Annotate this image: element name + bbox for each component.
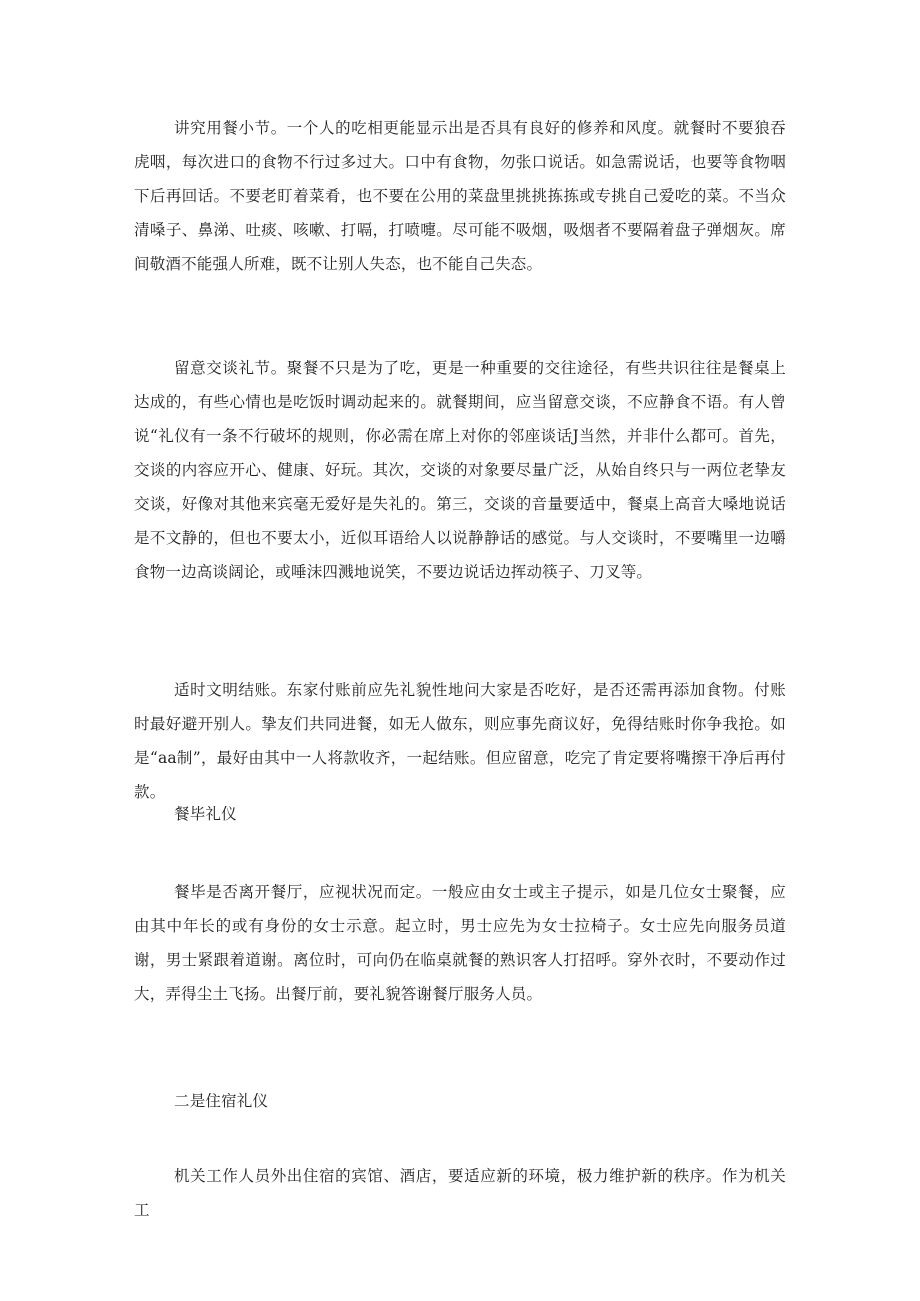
paragraph-checkout-etiquette: 适时文明结账。东家付账前应先礼貌性地问大家是否吃好，是否还需再添加食物。付账时最好避开别人。挚友们共同进餐，如无人做东，则应事先商议好，免得结账时你争我抢。如是“aa制”，最好由其中一人将款收齐，一起结账。但应留意，吃完了肯定要将嘴擦干净后再付款。	[134, 681, 786, 801]
heading-lodging-etiquette: 二是住宿礼仪	[174, 1092, 269, 1110]
paragraph-lodging: 机关工作人员外出住宿的宾馆、酒店，要适应新的环境，极力维护新的秩序。作为机关工	[134, 1167, 786, 1219]
paragraph-after-meal: 餐毕是否离开餐厅，应视状况而定。一般应由女士或主子提示，如是几位女士聚餐，应由其中年长的或有身份的女士示意。起立时，男士应先为女士拉椅子。女士应先向服务员道谢，男士紧跟着道谢。离位时，可向仍在临桌就餐的熟识客人打招呼。穿外衣时，不要动作过大，弄得尘土飞扬。出餐厅前，要礼貌答谢餐厅服务人员。	[134, 883, 786, 1003]
heading-after-meal-etiquette: 餐毕礼仪	[174, 805, 237, 823]
paragraph-conversation-etiquette: 留意交谈礼节。聚餐不只是为了吃，更是一种重要的交往途径，有些共识往往是餐桌上达成的，有些心情也是吃饭时调动起来的。就餐期间，应当留意交谈，不应静食不语。有人曾说“礼仪有一条不行破坏的规则，你必需在席上对你的邻座谈话J当然，并非什么都可。首先，交谈的内容应开心、健康、好玩。其次，交谈的对象要尽量广泛，从始自终只与一两位老挚友交谈，好像对其他来宾毫无爱好是失礼的。第三，交谈的音量要适中，餐桌上高音大嗓地说话是不文静的，但也不要太小，近似耳语给人以说静静话的感觉。与人交谈时，不要嘴里一边嚼食物一边高谈阔论，或唾沫四溅地说笑，不要边说话边挥动筷子、刀叉等。	[134, 359, 786, 581]
paragraph-dining-details: 讲究用餐小节。一个人的吃相更能显示出是否具有良好的修养和风度。就餐时不要狼吞虎咽，每次进口的食物不行过多过大。口中有食物，勿张口说话。如急需说话，也要等食物咽下后再回话。不要老盯着菜肴，也不要在公用的菜盘里挑挑拣拣或专挑自己爱吃的菜。不当众清嗓子、鼻涕、吐痰、咳嗽、打嗝，打喷嚏。尽可能不吸烟，吸烟者不要隔着盘子弹烟灰。席间敬酒不能强人所难，既不让别人失态，也不能自己失态。	[134, 119, 786, 273]
